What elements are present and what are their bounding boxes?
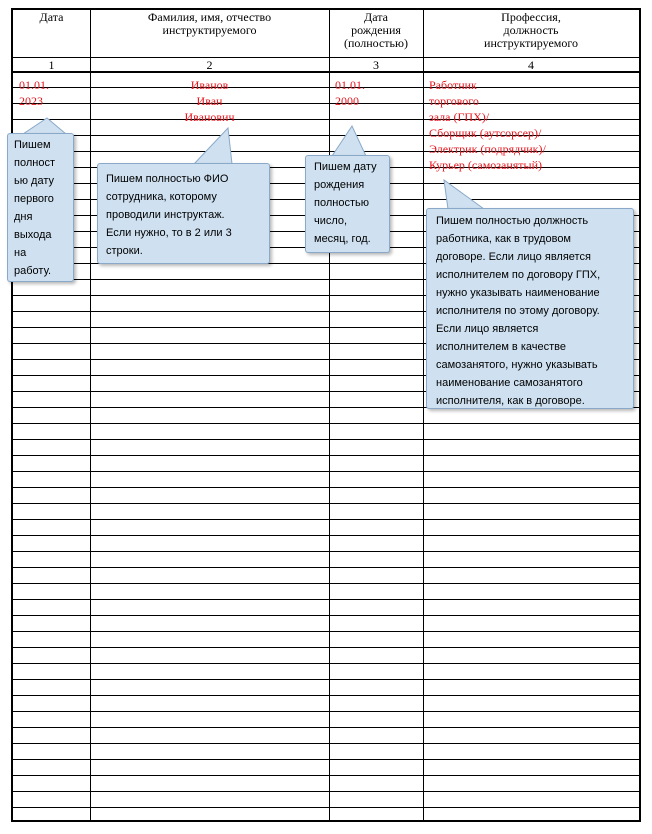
column-number-3: 3 — [373, 58, 379, 72]
entry-birth-day-month: 01.01. — [335, 78, 365, 92]
entry-profession-line-5: Электрик (подрядчик)/ — [429, 142, 546, 156]
entry-birth-year: 2000 — [335, 94, 359, 108]
callout-fio-pointer — [194, 128, 232, 164]
callout-profession-pointer — [444, 180, 484, 209]
entry-first-name: Иван — [196, 94, 223, 108]
entry-profession-line-2: торгового — [429, 94, 479, 108]
entry-patronymic: Иванович — [184, 110, 235, 124]
entry-date-year: 2023 — [19, 94, 43, 108]
column-number-2: 2 — [206, 58, 213, 72]
entry-profession-line-1: Работник — [429, 78, 477, 92]
callout-profession-text: Пишем полностью должность работника, как в трудовом договоре. Если лицо является исполнителем по договору ГПХ, нужно указывать наименование исполнителя по этому договору. Если лицо является исполнителем в качестве самозанятого, нужно указывать наименование самозанятого исполнителя, как в договоре. — [436, 215, 601, 407]
callout-profession-hint — [426, 208, 634, 409]
entry-surname: Иванов — [190, 78, 229, 92]
header-date: Дата — [39, 10, 64, 24]
callout-birth-hint — [305, 155, 390, 253]
callout-date-text: Пишем полност ью дату первого дня выхода на работу. — [14, 139, 55, 277]
callout-birth-text: Пишем дату рождения полностью число, месяц, год. — [314, 161, 377, 245]
header-birth-date: Дата рождения (полностью) — [344, 10, 408, 50]
entry-profession-line-6: Курьер (самозанятый) — [429, 158, 543, 172]
callout-birth-pointer — [332, 126, 366, 156]
callout-date-hint — [7, 133, 74, 282]
header-full-name: Фамилия, имя, отчество инструктируемого — [147, 10, 272, 37]
entry-date-day-month: 01.01. — [19, 78, 49, 92]
entry-profession-line-4: Сборщик (аутсорсер)/ — [429, 126, 542, 140]
header-profession: Профессия, должность инструктируемого — [484, 10, 578, 50]
column-number-4: 4 — [528, 58, 534, 72]
column-number-1: 1 — [48, 58, 55, 72]
callout-fio-text: Пишем полностью ФИО сотрудника, которому проводили инструктаж. Если нужно, то в 2 или 3 строки. — [106, 173, 232, 257]
callout-date-pointer — [23, 118, 66, 134]
entry-profession-line-3: зала (ГПХ)/ — [429, 110, 490, 124]
callout-fio-hint — [97, 163, 270, 264]
